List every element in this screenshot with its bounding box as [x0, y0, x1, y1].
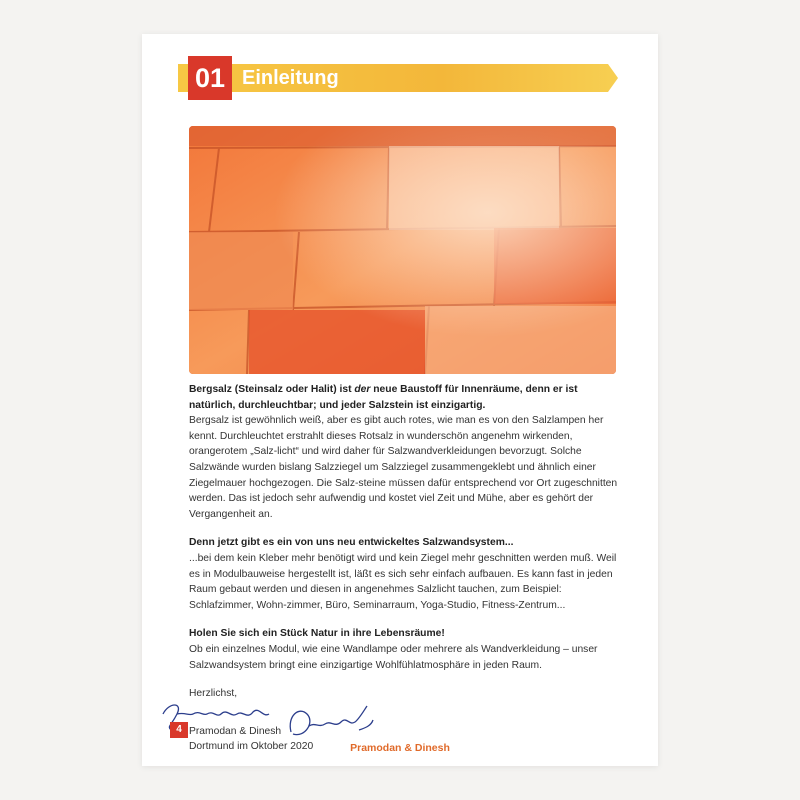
- intro-emphasis: der: [354, 384, 371, 395]
- paragraph-2: ...bei dem kein Kleber mehr benötigt wird und kein Ziegel mehr geschnitten werden muß. Weil es in Modulbauweise hergestellt ist, läßt es sich sehr einfach aufbauen. Es kann fast in jeden Raum gebaut werden und diesen in angenehmes Salzlicht tauchen, zum Beispiel: Schlafzimmer, Wohn-zimmer, Büro, Seminarraum, Yoga-Studio, Fitness-Zentrum...: [189, 552, 617, 611]
- closing-line: Herzlichst,: [189, 688, 238, 700]
- brochure-page: [142, 34, 658, 766]
- paragraph-3: Ob ein einzelnes Modul, wie eine Wandlampe oder mehrere als Wandverkleidung – unser Salzwandsystem bringt eine einzigartige Wohlfühlatmosphäre in jeden Raum.: [189, 643, 598, 671]
- signature-block: [189, 702, 619, 764]
- paragraph-1: Bergsalz ist gewöhnlich weiß, aber es gibt auch rotes, wie man es von den Salzlampen her kennt. Durchleuchtet erstrahlt dieses Rotsalz in wunderschön angenehm wirkenden, orangerotem „Salz-licht“ und wird daher für Salzwandverkleidungen bevorzugt. Solche Salzwände wurden bislang Salzziegel um Salzziegel zusammengeklebt und ähnlich einer Ziegelmauer hochgezogen. Die Salz-steine müssen dafür entsprechend vor Ort zugeschnitten werden. Das ist jedoch sehr aufwendig und kostet viel Zeit und Mühe, aber es gehört der Vergangenheit an.: [189, 415, 618, 520]
- body-text: [189, 382, 619, 764]
- chapter-number: 01: [188, 56, 232, 100]
- salt-wall-photo: [189, 126, 616, 374]
- section-heading-2: Denn jetzt gibt es ein von uns neu entwickeltes Salzwandsystem...: [189, 537, 514, 549]
- chapter-title: Einleitung: [242, 67, 339, 89]
- intro-text-end: neue Baustoff für Innenräume, denn er ist natürlich, durchleuchtbar; und jeder Salzstein ist einzigartig.: [189, 384, 578, 411]
- intro-text-start: Bergsalz (Steinsalz oder Halit) ist: [189, 384, 355, 395]
- page-number: 4: [170, 722, 188, 738]
- salt-wall-illustration: [189, 126, 616, 374]
- section-heading-3: Holen Sie sich ein Stück Natur in ihre Lebensräume!: [189, 628, 445, 640]
- intro-paragraph: [189, 382, 619, 413]
- footer-brand: Pramodan & Dinesh: [350, 742, 450, 754]
- chapter-header: [178, 56, 618, 100]
- signature-place-date: Dortmund im Oktober 2020: [189, 741, 314, 753]
- signature-names: Pramodan & Dinesh: [189, 725, 282, 737]
